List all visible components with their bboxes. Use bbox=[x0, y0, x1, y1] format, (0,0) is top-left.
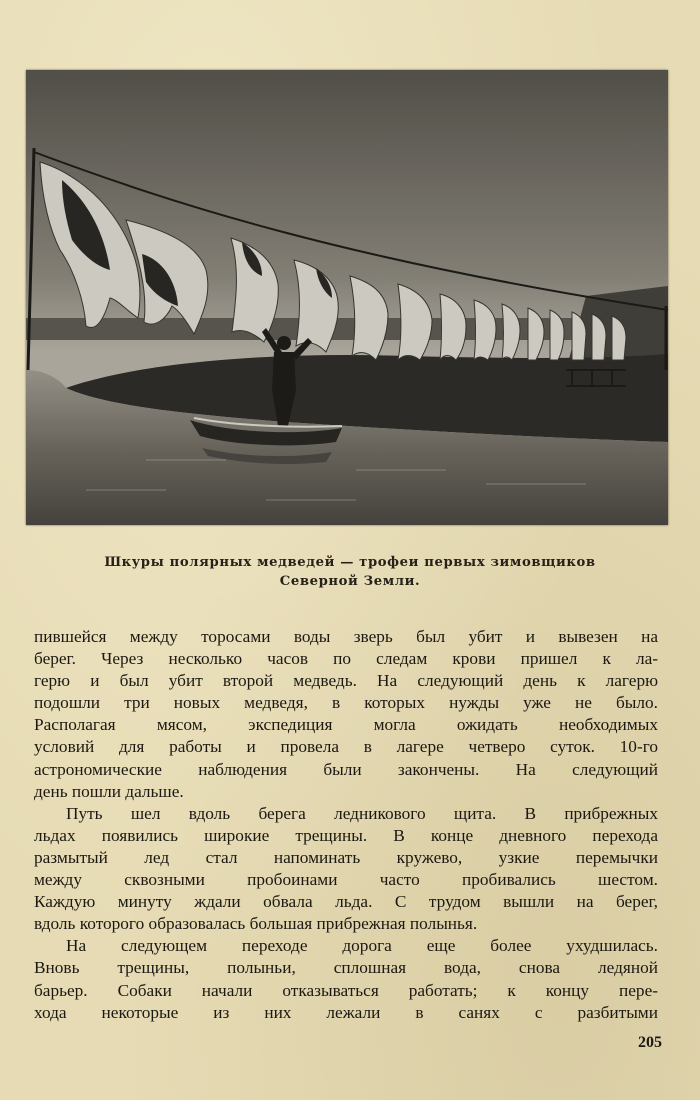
text-line: льдах появились широкие трещины. В конце дневного перехода bbox=[34, 825, 658, 845]
text-line: барьер. Собаки начали отказываться работать; к концу пере- bbox=[34, 980, 658, 1000]
text-line: Вновь трещины, полыньи, сплошная вода, снова ледяной bbox=[34, 958, 658, 978]
figure-caption bbox=[40, 553, 660, 591]
text-line: пившейся между торосами воды зверь был убит и вывезен на bbox=[34, 627, 658, 646]
text-line: день пошли дальше. bbox=[34, 781, 184, 801]
text-line: вдоль которого образовалась большая прибрежная полынья. bbox=[34, 914, 478, 934]
text-line: астрономические наблюдения были закончены. На следующий bbox=[34, 759, 658, 779]
photograph-polar-bear-skins bbox=[26, 70, 668, 525]
body-text bbox=[34, 626, 658, 1024]
photo-illustration bbox=[26, 70, 668, 525]
text-line: берег. Через несколько часов по следам крови пришел к ла- bbox=[34, 649, 658, 669]
text-line: Располагая мясом, экспедиция могла ожидать необходимых bbox=[34, 715, 658, 735]
text-line: между сквозными пробоинами часто пробивались шестом. bbox=[34, 870, 658, 890]
text-line: подошли три новых медведя, в которых нужды уже не было. bbox=[34, 693, 658, 713]
text-line: герю и был убит второй медведь. На следующий день к лагерю bbox=[34, 671, 658, 691]
caption-line-2: Северной Земли. bbox=[279, 574, 421, 589]
text-line: размытый лед стал напоминать кружево, узкие перемычки bbox=[34, 847, 658, 867]
caption-line-1: Шкуры полярных медведей — трофеи первых зимовщиков bbox=[104, 555, 596, 570]
page-number: 205 bbox=[638, 1034, 662, 1051]
text-line: На следующем переходе дорога еще более ухудшилась. bbox=[66, 936, 658, 956]
text-line: Путь шел вдоль берега ледникового щита. В прибрежных bbox=[66, 803, 658, 823]
text-line: условий для работы и провела в лагере четверо суток. 10-го bbox=[34, 737, 658, 757]
text-line: Каждую минуту ждали обвала льда. С трудом вышли на берег, bbox=[34, 892, 658, 912]
text-line: хода некоторые из них лежали в санях с разбитыми bbox=[34, 1002, 658, 1022]
